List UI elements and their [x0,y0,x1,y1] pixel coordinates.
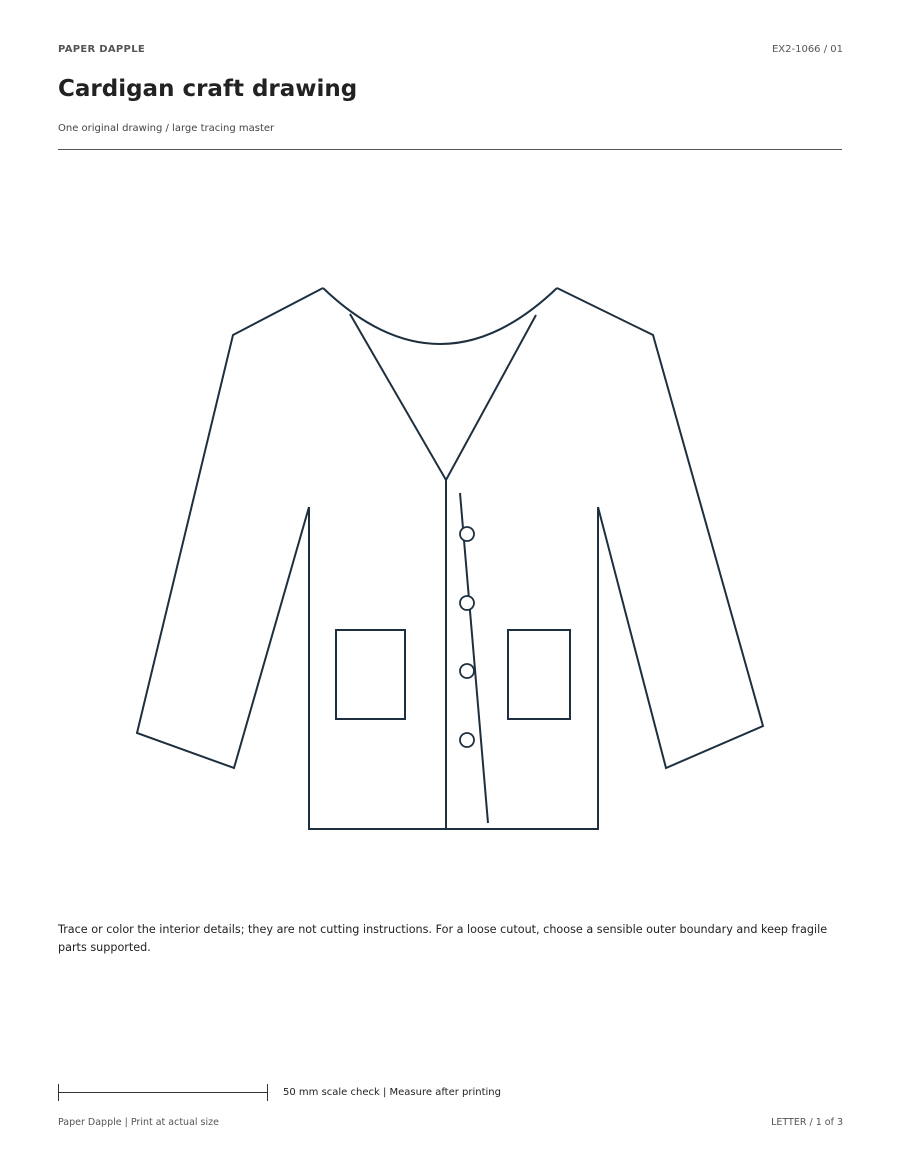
cardigan-left-sleeve-outer [137,288,323,768]
scale-bar-line [58,1092,267,1093]
footer-page-info: LETTER / 1 of 3 [771,1117,843,1128]
document-code: EX2-1066 / 01 [771,44,843,55]
cardigan-button-band [460,493,488,823]
cardigan-left-pocket [336,630,405,719]
cardigan-button [460,527,474,541]
footer-left: Paper Dapple | Print at actual size [58,1117,219,1128]
scale-bar [58,1084,268,1102]
cardigan-v-neck [350,314,536,480]
cardigan-button [460,664,474,678]
scale-label: 50 mm scale check | Measure after printing [283,1087,501,1098]
cardigan-right-pocket [508,630,570,719]
cardigan-neckline [323,288,557,344]
cardigan-right-sleeve-outer [557,288,763,768]
cardigan-body-outline [309,507,598,829]
brand-name: PAPER DAPPLE [58,44,145,55]
scale-bar-tick-end [267,1084,268,1101]
instructions-text: Trace or color the interior details; they are not cutting instructions. For a loose cutout, choose a sensible outer boundary and keep fragile parts supported. [58,923,828,954]
cardigan-button [460,733,474,747]
cardigan-button [460,596,474,610]
page-subtitle: One original drawing / large tracing master [58,123,275,134]
page-title: Cardigan craft drawing [58,76,358,102]
